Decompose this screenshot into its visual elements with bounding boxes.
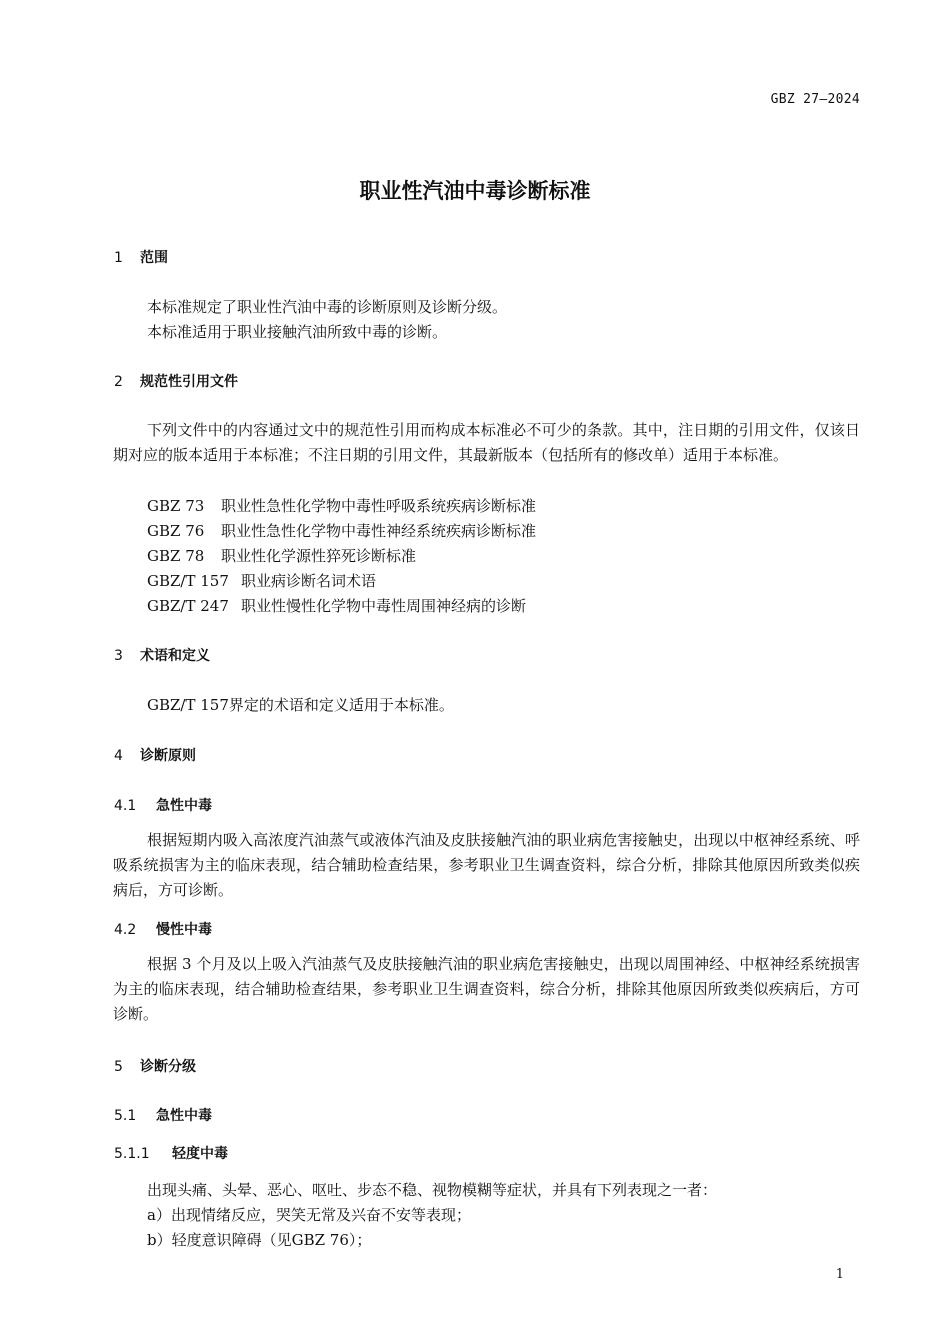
section-heading-3 [114,645,210,665]
section-title: 规范性引用文件 [140,374,238,390]
reference-title: 职业性化学源性猝死诊断标准 [221,547,417,565]
section-heading-5 [114,1056,196,1076]
paragraph: GBZ/T 157界定的术语和定义适用于本标准。 [147,696,454,714]
reference-code: GBZ/T 247 [147,597,229,615]
section-number: 5 [114,1059,123,1075]
reference-item [147,520,536,541]
reference-item [147,570,376,591]
section-number: 4 [114,748,123,764]
paragraph: 根据 3 个月及以上吸入汽油蒸气及皮肤接触汽油的职业病危害接触史，出现以周围神经、中枢神经系统损害为主的临床表现，结合辅助检查结果，参考职业卫生调查资料，综合分析，排除其他原因所致类似疾病后，方可诊断。 [113,955,860,1023]
section-title: 轻度中毒 [172,1146,228,1162]
reference-title: 职业性慢性化学物中毒性周围神经病的诊断 [241,597,527,615]
reference-code: GBZ 73 [147,497,205,515]
section-number: 1 [114,250,123,266]
section-heading-2 [114,371,238,391]
section-number: 2 [114,374,123,390]
subsection-heading-4-1 [114,795,212,815]
subsection-heading-4-2 [114,919,212,939]
paragraph: 出现头痛、头晕、恶心、呕吐、步态不稳、视物模糊等症状，并具有下列表现之一者： [147,1181,718,1199]
section-number: 5.1.1 [114,1146,150,1162]
page-title: 职业性汽油中毒诊断标准 [359,179,591,203]
subsection-heading-5-1 [114,1105,212,1125]
reference-code: GBZ/T 157 [147,572,229,590]
paragraph: 根据短期内吸入高浓度汽油蒸气或液体汽油及皮肤接触汽油的职业病危害接触史，出现以中枢神经系统、呼吸系统损害为主的临床表现，结合辅助检查结果，参考职业卫生调查资料，综合分析，排除其他原因所致类似疾病后，方可诊断。 [113,831,860,899]
section-title: 慢性中毒 [156,922,212,938]
reference-item [147,495,536,516]
section-title: 范围 [140,250,168,266]
subsection-heading-5-1-1 [114,1143,228,1163]
reference-item [147,595,526,616]
reference-code: GBZ 76 [147,522,205,540]
section-title: 术语和定义 [140,648,210,664]
section-number: 4.1 [114,798,137,814]
reference-title: 职业性急性化学物中毒性神经系统疾病诊断标准 [221,522,537,540]
section-heading-4 [114,745,196,765]
document-number: GBZ 27—2024 [770,92,860,107]
reference-title: 职业性急性化学物中毒性呼吸系统疾病诊断标准 [221,497,537,515]
section-title: 诊断原则 [140,748,196,764]
paragraph: 本标准适用于职业接触汽油所致中毒的诊断。 [147,323,448,341]
paragraph: 本标准规定了职业性汽油中毒的诊断原则及诊断分级。 [147,298,508,316]
section-title: 急性中毒 [156,1108,212,1124]
list-item: b）轻度意识障碍（见GBZ 76）； [147,1231,372,1249]
reference-item [147,545,416,566]
page-number: 1 [835,1267,844,1282]
reference-title: 职业病诊断名词术语 [241,572,377,590]
section-number: 5.1 [114,1108,137,1124]
list-item: a）出现情绪反应，哭笑无常及兴奋不安等表现； [147,1206,471,1224]
section-title: 急性中毒 [156,798,212,814]
section-heading-1 [114,247,168,267]
section-number: 3 [114,648,123,664]
paragraph: 下列文件中的内容通过文中的规范性引用而构成本标准必不可少的条款。其中，注日期的引用文件，仅该日期对应的版本适用于本标准；不注日期的引用文件，其最新版本（包括所有的修改单）适用于本标准。 [113,421,860,464]
section-number: 4.2 [114,922,137,938]
reference-code: GBZ 78 [147,547,205,565]
section-title: 诊断分级 [140,1059,196,1075]
